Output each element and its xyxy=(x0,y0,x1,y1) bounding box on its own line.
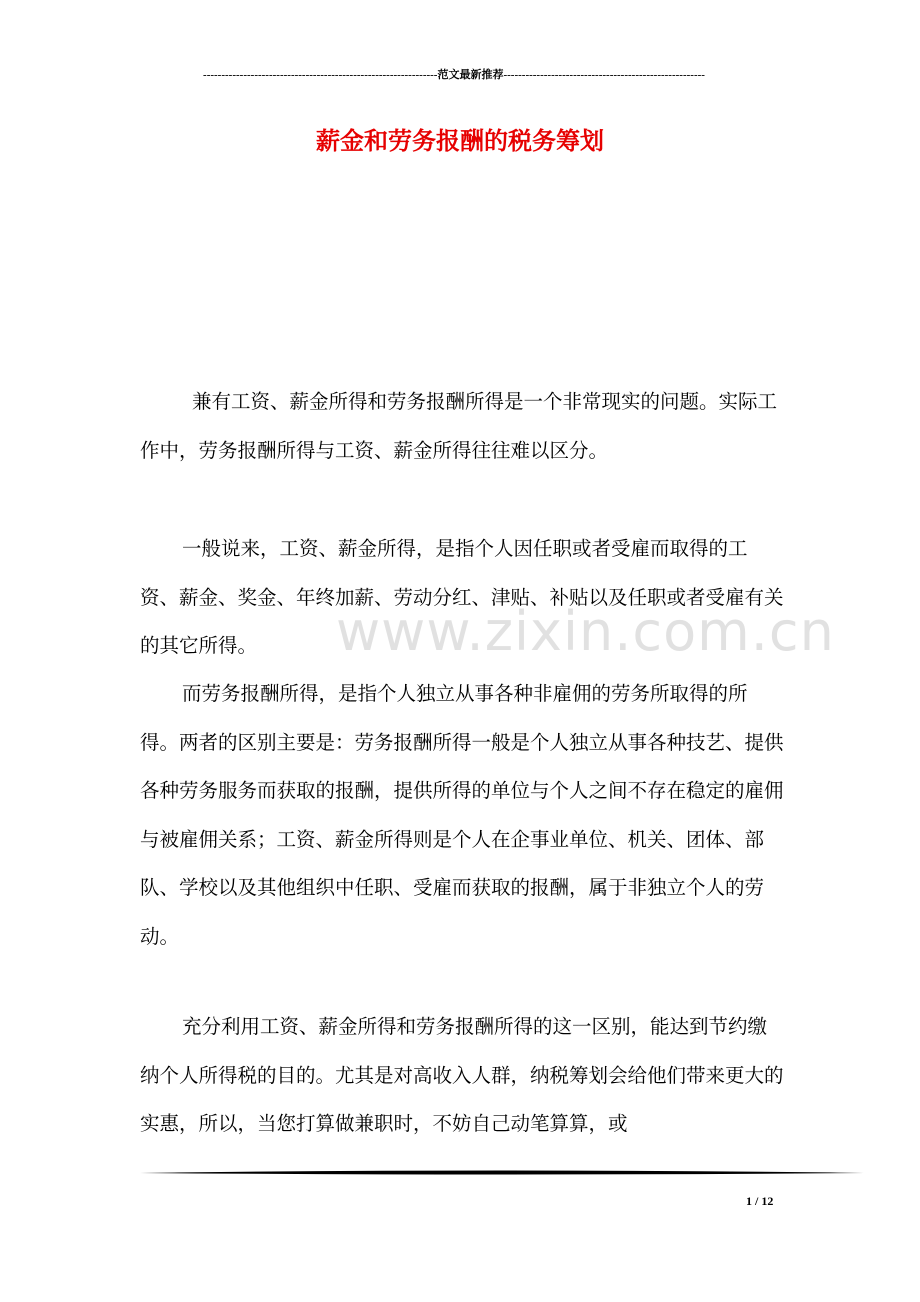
paragraph-1: 兼有工资、薪金所得和劳务报酬所得是一个非常现实的问题。实际工作中，劳务报酬所得与工资、薪金所得往往难以区分。 xyxy=(140,390,778,462)
paragraph-3: 而劳务报酬所得，是指个人独立从事各种非雇佣的劳务所取得的所得。两者的区别主要是：劳务报酬所得一般是个人独立从事各种技艺、提供各种劳务服务而获取的报酬，提供所得的单位与个人之间不存在稳定的雇佣与被雇佣关系；工资、薪金所得则是个人在企事业单位、机关、团体、部队、学校以及其他组织中任职、受雇而获取的报酬，属于非独立个人的劳动。 xyxy=(140,682,784,948)
header-line: ----------------------------------------------------------------范文最新推荐------------------------------------------------------- xyxy=(203,69,705,81)
paragraph-4: 充分利用工资、薪金所得和劳务报酬所得的这一区别，能达到节约缴纳个人所得税的目的。尤其是对高收入人群，纳税筹划会给他们带来更大的实惠，所以，当您打算做兼职时，不妨自己动笔算算，或 xyxy=(140,1015,784,1135)
document-title: 薪金和劳务报酬的税务筹划 xyxy=(316,126,604,155)
paragraph-2: 一般说来，工资、薪金所得，是指个人因任职或者受雇而取得的工资、薪金、奖金、年终加薪、劳动分红、津贴、补贴以及任职或者受雇有关的其它所得。 xyxy=(140,537,784,657)
footer-rule xyxy=(140,1167,864,1177)
page-number: 1 / 12 xyxy=(746,1194,774,1208)
watermark: www.zixin.com.cn xyxy=(336,600,835,663)
